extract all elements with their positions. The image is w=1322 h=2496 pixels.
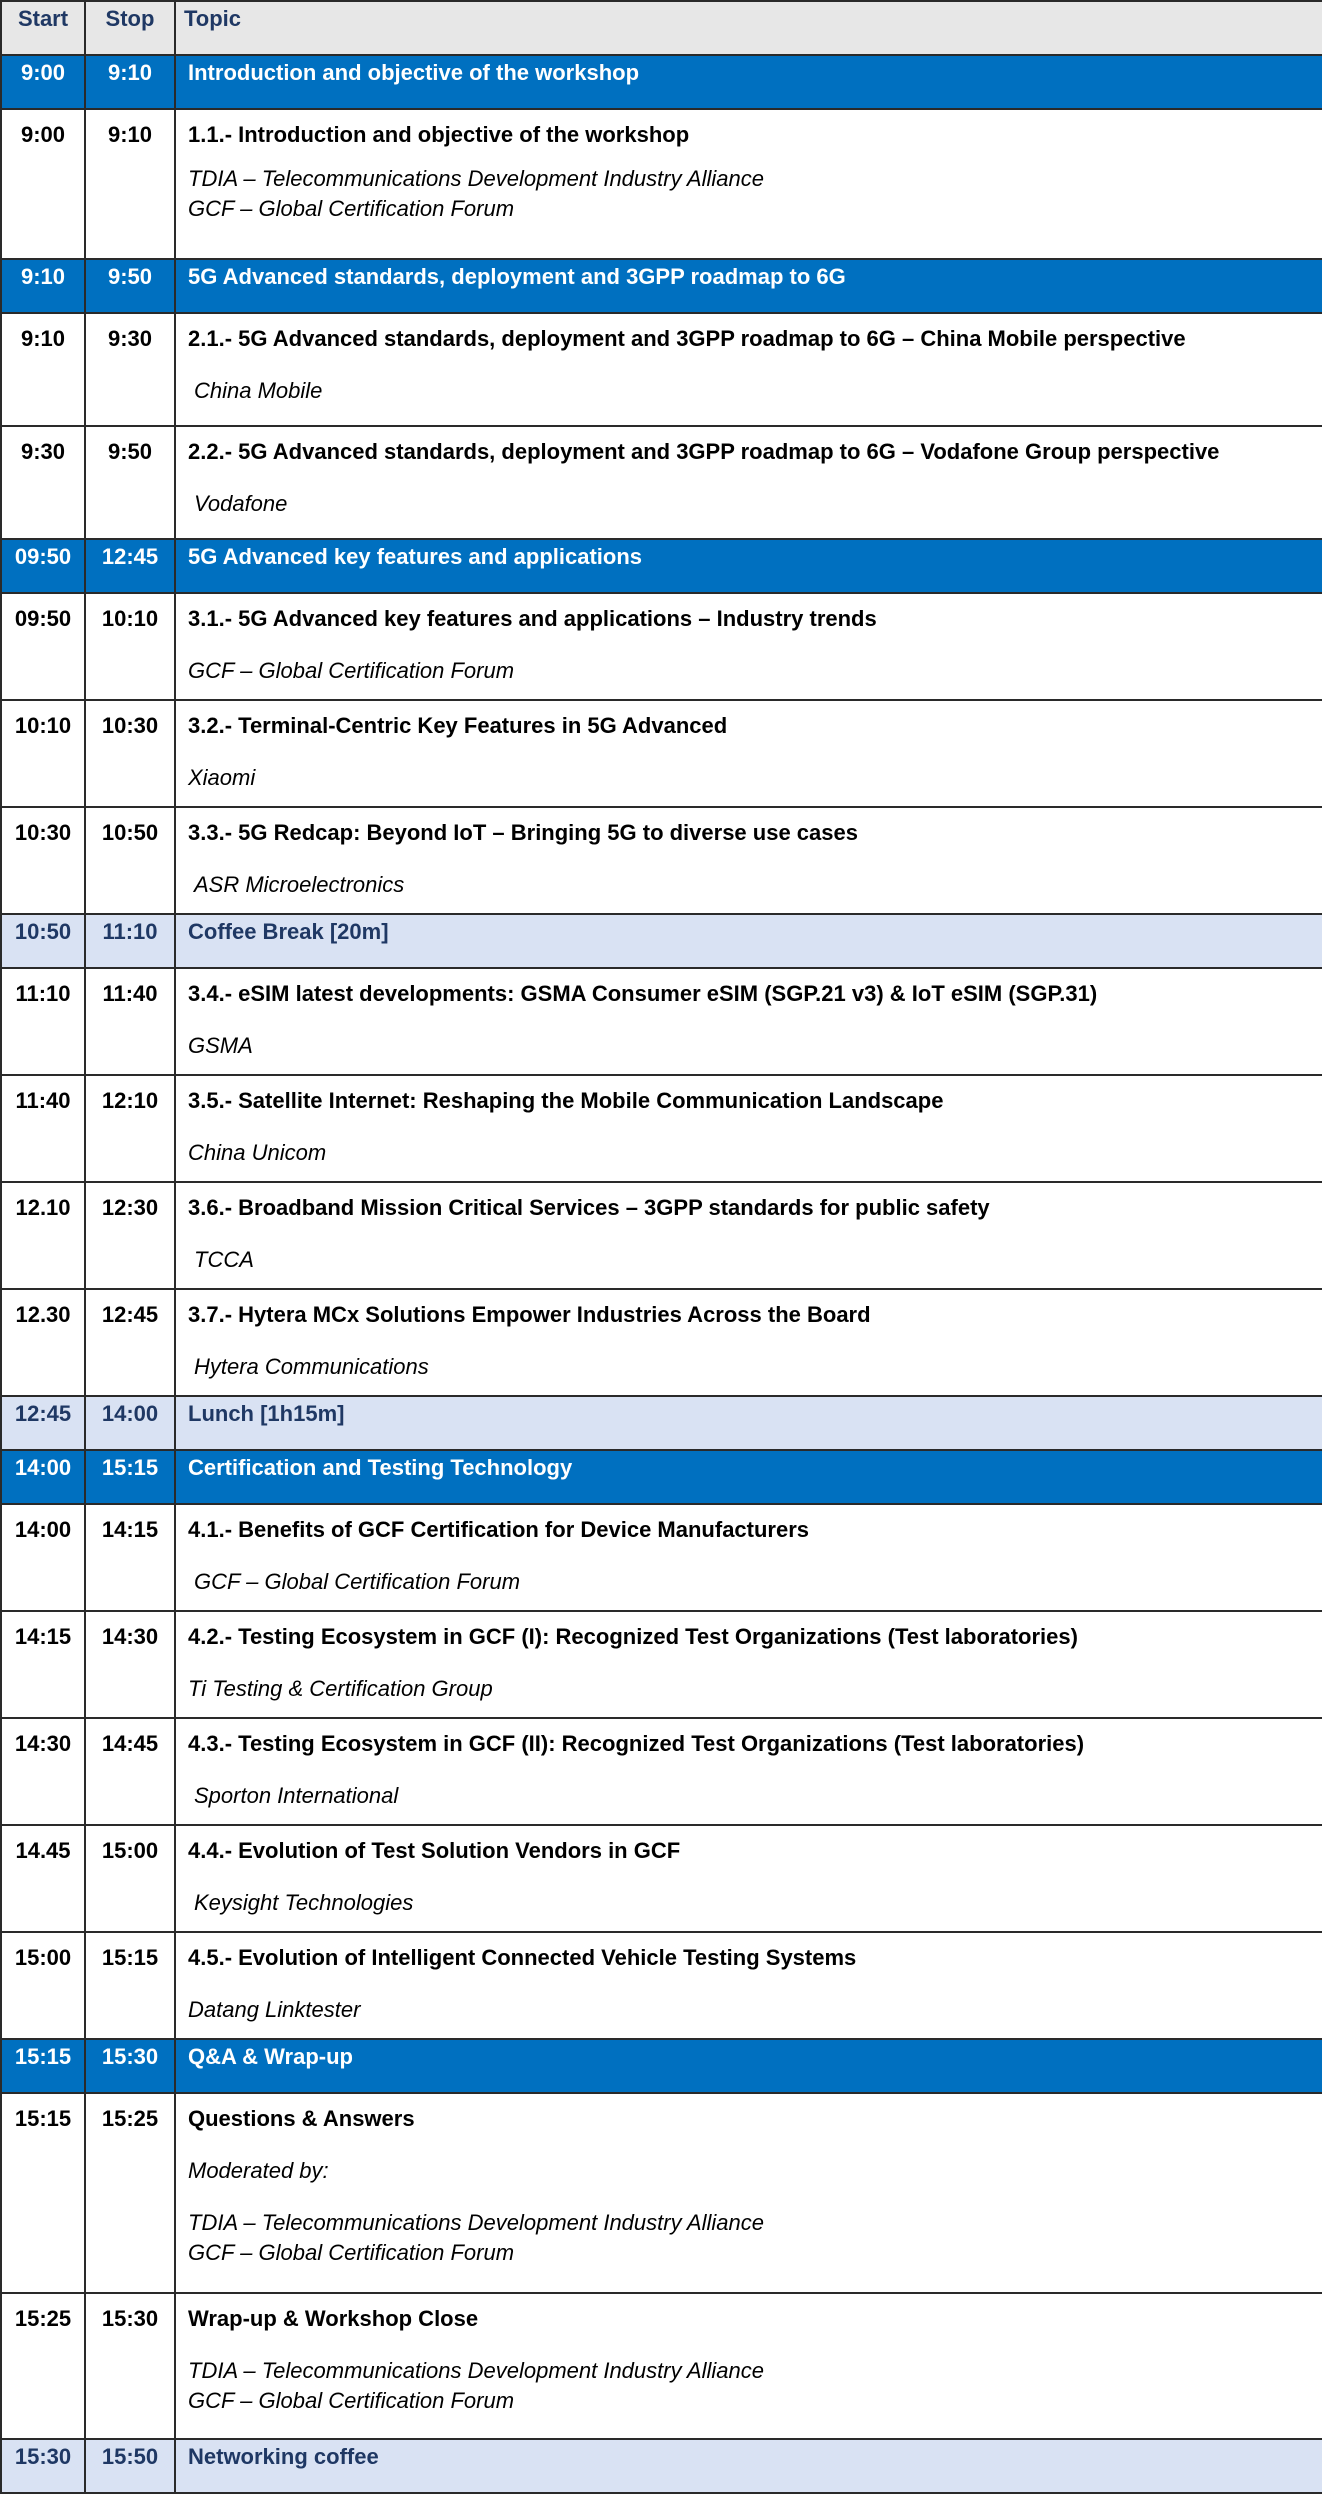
item-cell <box>175 1825 1322 1932</box>
stop-time: 15:25 <box>85 2093 175 2293</box>
item-cell <box>175 807 1322 914</box>
stop-time: 9:50 <box>85 259 175 313</box>
speaker-name: China Mobile <box>194 378 323 403</box>
speaker-list <box>188 2208 1312 2268</box>
start-time: 09:50 <box>1 593 85 700</box>
break-row <box>1 914 1322 968</box>
speaker-list <box>188 1567 1312 1597</box>
item-cell <box>175 426 1322 539</box>
start-time: 14.45 <box>1 1825 85 1932</box>
header-start: Start <box>1 1 85 55</box>
start-time: 10:30 <box>1 807 85 914</box>
agenda-item-row <box>1 1932 1322 2039</box>
item-cell <box>175 700 1322 807</box>
section-row <box>1 55 1322 109</box>
stop-time: 9:10 <box>85 109 175 259</box>
speaker-name: GCF – Global Certification Forum <box>188 2388 515 2413</box>
stop-time: 12:45 <box>85 539 175 593</box>
section-title: 5G Advanced standards, deployment and 3GPP roadmap to 6G <box>175 259 1322 313</box>
item-title: Wrap-up & Workshop Close <box>188 2306 479 2331</box>
stop-time: 14:00 <box>85 1396 175 1450</box>
start-time: 9:10 <box>1 259 85 313</box>
item-cell <box>175 1611 1322 1718</box>
item-cell <box>175 1718 1322 1825</box>
item-cell <box>175 1182 1322 1289</box>
agenda-item-row <box>1 1289 1322 1396</box>
stop-time: 15:30 <box>85 2293 175 2439</box>
start-time: 14:00 <box>1 1504 85 1611</box>
item-title: 3.2.- Terminal-Centric Key Features in 5G Advanced <box>188 713 728 738</box>
section-title: Q&A & Wrap-up <box>175 2039 1322 2093</box>
speaker-list <box>188 2356 1312 2416</box>
section-title: 5G Advanced key features and applications <box>175 539 1322 593</box>
item-cell <box>175 109 1322 259</box>
item-title: 1.1.- Introduction and objective of the workshop <box>188 122 690 147</box>
section-row <box>1 2039 1322 2093</box>
agenda-item-row <box>1 2093 1322 2293</box>
start-time: 11:10 <box>1 968 85 1075</box>
break-row <box>1 1396 1322 1450</box>
speaker-list <box>188 1138 1312 1168</box>
item-cell <box>175 1504 1322 1611</box>
stop-time: 12:45 <box>85 1289 175 1396</box>
item-cell <box>175 1932 1322 2039</box>
section-row <box>1 259 1322 313</box>
agenda-item-row <box>1 1718 1322 1825</box>
start-time: 9:00 <box>1 109 85 259</box>
break-title: Coffee Break [20m] <box>175 914 1322 968</box>
start-time: 12:45 <box>1 1396 85 1450</box>
start-time: 15:00 <box>1 1932 85 2039</box>
agenda-item-row <box>1 2293 1322 2439</box>
speaker-name: TDIA – Telecommunications Development Industry Alliance <box>188 166 764 191</box>
speaker-name: Ti Testing & Certification Group <box>188 1676 493 1701</box>
header-topic: Topic <box>175 1 1322 55</box>
stop-time: 14:30 <box>85 1611 175 1718</box>
start-time: 11:40 <box>1 1075 85 1182</box>
item-title: 4.4.- Evolution of Test Solution Vendors in GCF <box>188 1838 681 1863</box>
speaker-list <box>188 164 1312 224</box>
speaker-name: TDIA – Telecommunications Development Industry Alliance <box>188 2210 764 2235</box>
speaker-name: Keysight Technologies <box>194 1890 414 1915</box>
speaker-list <box>188 1352 1312 1382</box>
start-time: 14:30 <box>1 1718 85 1825</box>
speaker-name: GCF – Global Certification Forum <box>188 2240 515 2265</box>
speaker-list <box>188 1674 1312 1704</box>
speaker-name: Datang Linktester <box>188 1997 361 2022</box>
stop-time: 9:50 <box>85 426 175 539</box>
speaker-list <box>188 489 1312 519</box>
speaker-list <box>188 1781 1312 1811</box>
item-title: 4.1.- Benefits of GCF Certification for Device Manufacturers <box>188 1517 810 1542</box>
start-time: 9:10 <box>1 313 85 426</box>
break-title: Networking coffee <box>175 2439 1322 2493</box>
item-title: 2.1.- 5G Advanced standards, deployment and 3GPP roadmap to 6G – China Mobile perspective <box>188 326 1186 351</box>
agenda-item-row <box>1 1075 1322 1182</box>
item-cell <box>175 593 1322 700</box>
agenda-item-row <box>1 593 1322 700</box>
speaker-name: GCF – Global Certification Forum <box>188 658 515 683</box>
stop-time: 12:10 <box>85 1075 175 1182</box>
item-cell <box>175 2093 1322 2293</box>
agenda-item-row <box>1 1611 1322 1718</box>
agenda-item-row <box>1 968 1322 1075</box>
start-time: 14:15 <box>1 1611 85 1718</box>
stop-time: 15:00 <box>85 1825 175 1932</box>
section-title: Introduction and objective of the workshop <box>175 55 1322 109</box>
item-title: 4.3.- Testing Ecosystem in GCF (II): Recognized Test Organizations (Test laboratories) <box>188 1731 1085 1756</box>
item-title: 4.5.- Evolution of Intelligent Connected Vehicle Testing Systems <box>188 1945 857 1970</box>
start-time: 15:15 <box>1 2039 85 2093</box>
item-title: 3.1.- 5G Advanced key features and applications – Industry trends <box>188 606 877 631</box>
item-cell <box>175 313 1322 426</box>
stop-time: 15:50 <box>85 2439 175 2493</box>
speaker-name: Hytera Communications <box>194 1354 429 1379</box>
stop-time: 10:10 <box>85 593 175 700</box>
speaker-name: TDIA – Telecommunications Development Industry Alliance <box>188 2358 764 2383</box>
speaker-name: Xiaomi <box>188 765 256 790</box>
header-stop: Stop <box>85 1 175 55</box>
item-cell <box>175 1075 1322 1182</box>
stop-time: 9:30 <box>85 313 175 426</box>
item-title: 3.5.- Satellite Internet: Reshaping the Mobile Communication Landscape <box>188 1088 944 1113</box>
agenda-item-row <box>1 1504 1322 1611</box>
agenda-item-row <box>1 109 1322 259</box>
header-row <box>1 1 1322 55</box>
stop-time: 15:30 <box>85 2039 175 2093</box>
item-title: Questions & Answers <box>188 2106 415 2131</box>
start-time: 15:25 <box>1 2293 85 2439</box>
speaker-name: GCF – Global Certification Forum <box>194 1569 521 1594</box>
item-cell <box>175 968 1322 1075</box>
start-time: 12.10 <box>1 1182 85 1289</box>
speaker-name: GCF – Global Certification Forum <box>188 196 515 221</box>
start-time: 15:15 <box>1 2093 85 2293</box>
moderator-label: Moderated by: <box>188 2158 329 2183</box>
agenda-item-row <box>1 426 1322 539</box>
start-time: 14:00 <box>1 1450 85 1504</box>
speaker-name: GSMA <box>188 1033 253 1058</box>
speaker-list <box>188 1031 1312 1061</box>
agenda-item-row <box>1 807 1322 914</box>
speaker-list <box>188 1888 1312 1918</box>
agenda-item-row <box>1 1825 1322 1932</box>
agenda-item-row <box>1 313 1322 426</box>
item-title: 3.3.- 5G Redcap: Beyond IoT – Bringing 5G to diverse use cases <box>188 820 858 845</box>
stop-time: 15:15 <box>85 1932 175 2039</box>
speaker-list <box>188 1995 1312 2025</box>
speaker-list <box>188 1245 1312 1275</box>
item-title: 3.7.- Hytera MCx Solutions Empower Industries Across the Board <box>188 1302 871 1327</box>
start-time: 10:50 <box>1 914 85 968</box>
speaker-name: TCCA <box>194 1247 254 1272</box>
speaker-name: Sporton International <box>194 1783 399 1808</box>
start-time: 12.30 <box>1 1289 85 1396</box>
start-time: 9:00 <box>1 55 85 109</box>
item-cell <box>175 2293 1322 2439</box>
break-title: Lunch [1h15m] <box>175 1396 1322 1450</box>
stop-time: 10:30 <box>85 700 175 807</box>
section-title: Certification and Testing Technology <box>175 1450 1322 1504</box>
start-time: 09:50 <box>1 539 85 593</box>
stop-time: 10:50 <box>85 807 175 914</box>
stop-time: 14:45 <box>85 1718 175 1825</box>
stop-time: 12:30 <box>85 1182 175 1289</box>
stop-time: 11:10 <box>85 914 175 968</box>
stop-time: 11:40 <box>85 968 175 1075</box>
item-title: 2.2.- 5G Advanced standards, deployment and 3GPP roadmap to 6G – Vodafone Group perspective <box>188 439 1220 464</box>
stop-time: 9:10 <box>85 55 175 109</box>
agenda-item-row <box>1 700 1322 807</box>
break-row <box>1 2439 1322 2493</box>
speaker-list <box>188 763 1312 793</box>
item-cell <box>175 1289 1322 1396</box>
stop-time: 15:15 <box>85 1450 175 1504</box>
speaker-name: Vodafone <box>194 491 288 516</box>
item-title: 3.4.- eSIM latest developments: GSMA Consumer eSIM (SGP.21 v3) & IoT eSIM (SGP.31) <box>188 981 1098 1006</box>
section-row <box>1 1450 1322 1504</box>
section-row <box>1 539 1322 593</box>
start-time: 15:30 <box>1 2439 85 2493</box>
speaker-name: China Unicom <box>188 1140 327 1165</box>
item-title: 3.6.- Broadband Mission Critical Services – 3GPP standards for public safety <box>188 1195 990 1220</box>
stop-time: 14:15 <box>85 1504 175 1611</box>
speaker-list <box>188 656 1312 686</box>
start-time: 10:10 <box>1 700 85 807</box>
start-time: 9:30 <box>1 426 85 539</box>
agenda-item-row <box>1 1182 1322 1289</box>
speaker-list <box>188 870 1312 900</box>
speaker-list <box>188 376 1312 406</box>
speaker-name: ASR Microelectronics <box>194 872 405 897</box>
item-title: 4.2.- Testing Ecosystem in GCF (I): Recognized Test Organizations (Test laboratories) <box>188 1624 1078 1649</box>
